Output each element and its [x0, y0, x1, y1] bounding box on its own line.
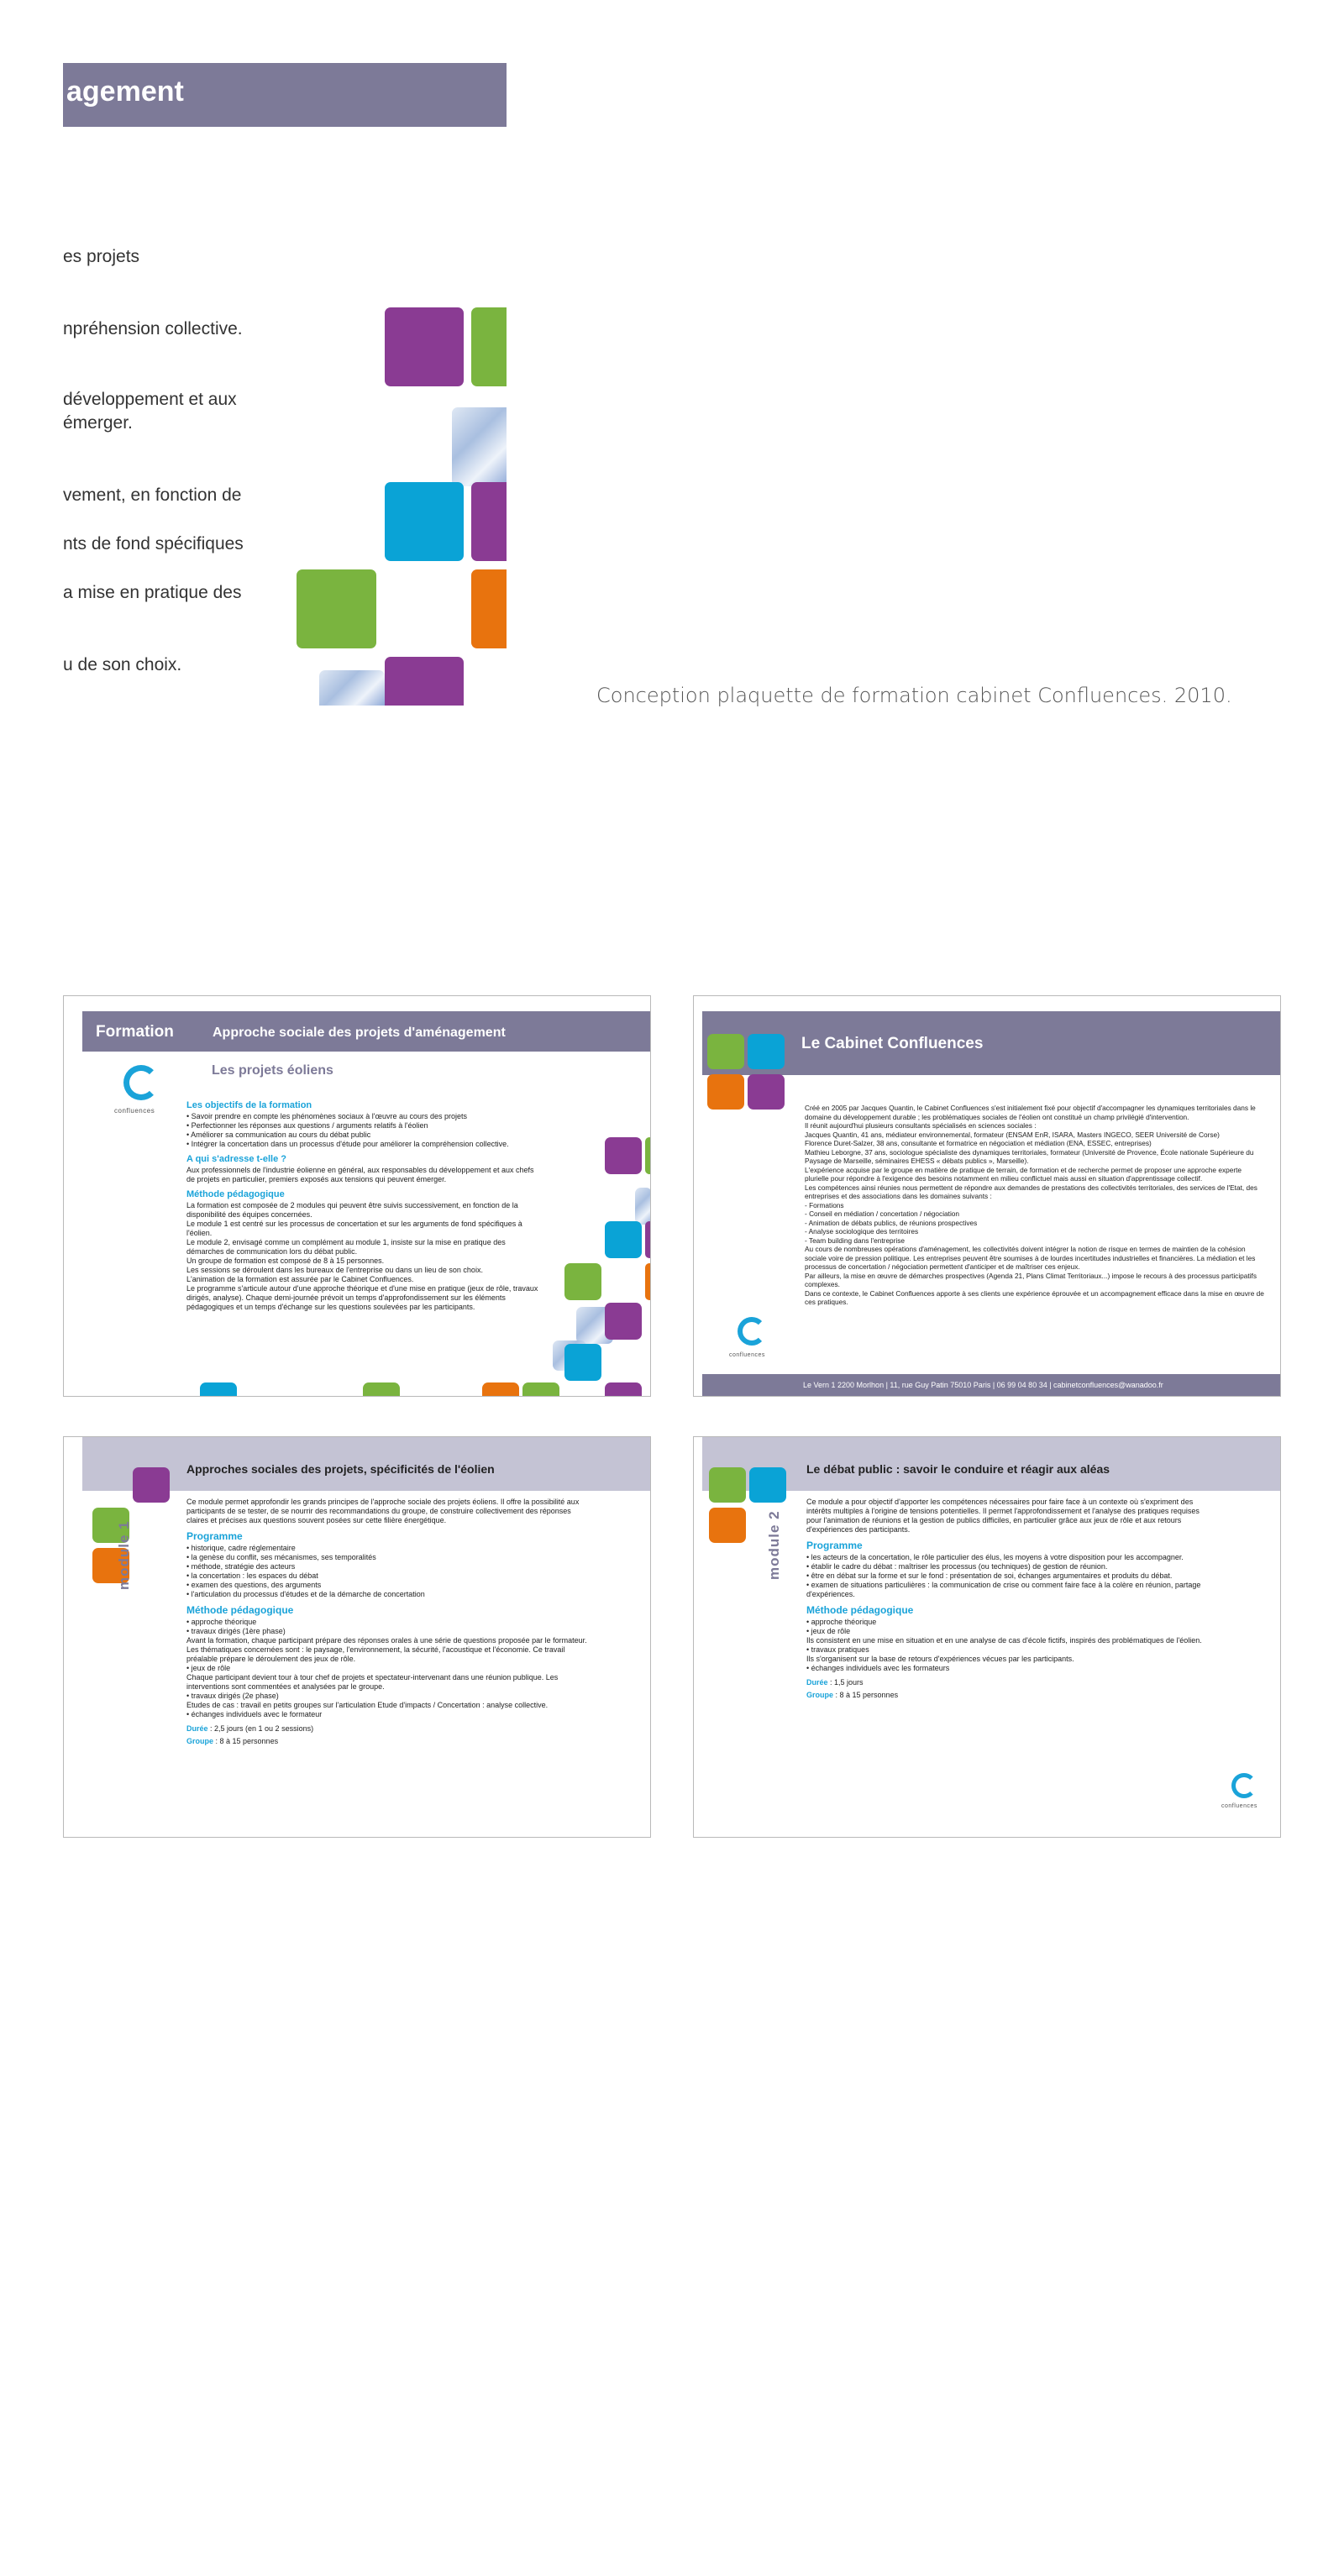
module1-title: Approches sociales des projets, spécificités de l'éolien — [186, 1462, 495, 1476]
logo-text: confluences — [114, 1107, 155, 1115]
module1-side-label: module 1 — [116, 1520, 132, 1590]
cabinet-footer — [702, 1374, 1281, 1397]
formation-label: Formation — [96, 1023, 174, 1041]
decor-square — [645, 1137, 651, 1174]
programme-heading: Programme — [806, 1540, 863, 1551]
methode-list: • approche théorique • jeux de rôle Ils consistent en une mise en situation et en une analyse de cas d'école fictifs, inspirés des problématiques de l'éolien. • travaux pratiques Ils s'organisent sur la base de retours d'expériences vécues par les participants. • échanges individuels avec les formateurs — [806, 1618, 1202, 1672]
decor-square — [363, 1382, 400, 1397]
formation-page — [63, 995, 651, 1397]
formation-logo — [114, 1065, 181, 1124]
section-body: • Savoir prendre en compte les phénomènes sociaux à l'œuvre au cours des projets • Perfectionner les réponses aux questions / arguments relatifs à l'éolien • Améliorer sa communication au cours du débat public • Intégrer la concertation dans un processus d'étude pour améliorer la compréhension collective. — [186, 1112, 509, 1148]
text-fragment-2: npréhension collective. — [63, 319, 243, 338]
module2-title: Le débat public : savoir le conduire et réagir aux aléas — [806, 1462, 1110, 1476]
programme-heading: Programme — [186, 1530, 243, 1542]
decor-square — [133, 1467, 170, 1503]
section-heading: A qui s'adresse t-elle ? — [186, 1154, 286, 1164]
programme-list: • historique, cadre réglementaire • la genèse du conflit, ses mécanismes, ses temporalités • méthode, stratégie des acteurs • la concertation : les espaces du débat • examen des questions, des arguments • l'articulation du processus d'études et de la démarche de concertation — [186, 1544, 425, 1598]
title-band — [63, 63, 507, 127]
decor-square — [645, 1221, 651, 1258]
module2-logo — [1221, 1773, 1272, 1823]
duree-value: : 2,5 jours (en 1 ou 2 sessions) — [207, 1724, 314, 1733]
decor-square — [748, 1034, 785, 1069]
module2-band — [702, 1437, 1281, 1491]
decor-square — [605, 1382, 642, 1397]
decor-square — [605, 1137, 642, 1174]
methode-heading: Méthode pédagogique — [806, 1604, 914, 1616]
section-body: Aux professionnels de l'industrie éolienne en général, aux responsables du développement et aux chefs de projets en particulier, premiers exposés aux tensions qui peuvent émerger. — [186, 1166, 534, 1183]
methode-list: • approche théorique • travaux dirigés (1ère phase) Avant la formation, chaque participant prépare des réponses orales à une série de questions proposée par le formateur. Les thématiques concernées sont : le paysage, l'environnement, la sécurité, l'acoustique et l'économie. Ce travail préalable prépare le déroulement des jeux de rôle. • jeux de rôle Chaque participant devient tour à tour chef de projets et spectateur-intervenant dans une réunion publique. Les interventions sont commentées et analysées par le groupe. • travaux dirigés (2e phase) Etudes de cas : travail en petits groupes sur l'articulation Etude d'impacts / Concertation : analyse collective. • échanges individuels avec le formateur — [186, 1618, 587, 1718]
text-fragment-5: nts de fond spécifiques — [63, 534, 244, 553]
text-fragment-1: es projets — [63, 247, 140, 266]
groupe-label: Groupe — [806, 1691, 834, 1699]
decor-square — [385, 657, 464, 706]
caption: Conception plaquette de formation cabinet Confluences. 2010. — [596, 684, 1232, 707]
module2-content — [806, 1498, 1208, 1700]
section-heading: Les objectifs de la formation — [186, 1100, 312, 1110]
decor-square — [749, 1467, 786, 1503]
cabinet-logo — [726, 1317, 785, 1367]
cabinet-page — [693, 995, 1281, 1397]
decor-square — [709, 1508, 746, 1543]
decor-square — [385, 307, 464, 386]
duree-label: Durée — [806, 1678, 828, 1687]
decor-square — [707, 1074, 744, 1110]
footer-contact: Le Vern 1 2200 Morlhon | 11, rue Guy Patin 75010 Paris | 06 99 04 80 34 | cabinetconfluences@wanadoo.fr — [803, 1381, 1163, 1389]
decor-square — [482, 1382, 519, 1397]
section-heading: Méthode pédagogique — [186, 1189, 285, 1199]
duree-line — [806, 1678, 1208, 1687]
cabinet-title: Le Cabinet Confluences — [801, 1035, 984, 1052]
text-fragment-4: vement, en fonction de — [63, 485, 242, 505]
decor-square — [707, 1034, 744, 1069]
formation-band — [82, 1011, 651, 1052]
duree-value: : 1,5 jours — [827, 1678, 864, 1687]
module2-intro: Ce module a pour objectif d'apporter les compétences nécessaires pour faire face à un contexte où s'expriment des intérêts multiples à l'origine de tensions potentielles. Il permet l'approfondissement et l'analyse des pratiques requises pour l'animation de réunions et la gestion de publics difficiles, en particulier grâce aux jeux de rôle et aux retours d'expériences des participants. — [806, 1498, 1200, 1534]
text-fragment-7: u de son choix. — [63, 655, 182, 674]
logo-text: confluences — [729, 1352, 765, 1358]
groupe-label: Groupe — [186, 1737, 214, 1745]
decor-square — [605, 1221, 642, 1258]
decor-square — [471, 482, 507, 561]
module2-page — [693, 1436, 1281, 1838]
decor-sky-square — [635, 1188, 651, 1225]
decor-square — [645, 1263, 651, 1300]
formation-subtitle: Les projets éoliens — [212, 1063, 333, 1078]
cabinet-body: Créé en 2005 par Jacques Quantin, le Cabinet Confluences s'est initialement fixé pour objectif d'accompagner les dynamiques territoriales dans le domaine du développement durable ; les problématiques sociales de l'éolien ont constitué un champ privilégié d'intervention. Il réunit aujourd'hui plusieurs consultants spécialisés en sciences sociales : Jacques Quantin, 41 ans, médiateur environnemental, formateur (ENSAM EnR, ISARA, Masters INGECO, SEER Université de Corse) Florence Duret-Salzer, 38 ans, consultante et formatrice en négociation et médiation (ENA, ESSEC, entreprises) Mathieu Leborgne, 37 ans, sociologue spécialiste des dynamiques territoriales, formateur (Université de Provence, École nationale Supérieure du Paysage de Marseille, séminaires EHESS « débats publics », Marseille). L'expérience acquise par le groupe en matière de pratique de terrain, de formation et de recherche permet de proposer une approche experte plurielle pour répondre à l'exigence des besoins notamment en milieu conflictuel mais aussi en situation d'apprentissage collectif. Les compétences ainsi réunies nous permettent de répondre aux demandes de prestations des collectivités territoriales, des services de l'Etat, des entreprises et des associations dans les domaines suivants : - Formations - Conseil en médiation / concertation / négociation - Animation de débats publics, de réunions prospectives - Analyse sociologique des territoires - Team building dans l'entreprise Au cours de nombreuses opérations d'aménagement, les collectivités doivent intégrer la notion de risque en termes de maintien de la cohésion sociale voire de pression politique. Les entreprises peuvent être soumises à de lourdes incertitudes industrielles et financières. La médiation et les processus de concertation / négociation permettent d'anticiper et de maîtriser ces enjeux. Par ailleurs, la mise en œuvre de démarches prospectives (Agenda 21, Plans Climat Territoriaux...) impose le recours à des processus participatifs complexes. Dans ce contexte, le Cabinet Confluences apporte à ses clients une expérience éprouvée et un accompagnement efficace dans la mise en œuvre de ces pratiques. — [805, 1104, 1264, 1306]
module1-intro: Ce module permet approfondir les grands principes de l'approche sociale des projets éoliens. Il offre la possibilité aux participants de se tester, de se nourrir des recommandations du groupe, de construire collectivement des réponses claires et précises aux questions souvent posées sur cette filière énergétique. — [186, 1498, 580, 1524]
decor-square — [471, 307, 507, 386]
decor-square — [385, 482, 464, 561]
text-fragment-3: développement et aux émerger. — [63, 390, 237, 433]
methode-heading: Méthode pédagogique — [186, 1604, 294, 1616]
decor-square — [200, 1382, 237, 1397]
groupe-line — [186, 1737, 588, 1746]
confluences-logo-icon — [1231, 1773, 1257, 1798]
title-fragment: agement — [66, 76, 184, 108]
groupe-line — [806, 1691, 1208, 1700]
duree-line — [186, 1724, 588, 1734]
decor-square — [748, 1074, 785, 1110]
groupe-value: : 8 à 15 personnes — [833, 1691, 899, 1699]
decor-square — [564, 1344, 601, 1381]
decor-square — [709, 1467, 746, 1503]
confluences-logo-icon — [123, 1065, 159, 1100]
logo-text: confluences — [1221, 1803, 1257, 1809]
module2-side-label: module 2 — [766, 1510, 782, 1580]
decor-square — [522, 1382, 559, 1397]
decor-sky-square — [319, 670, 385, 706]
decor-square — [605, 1303, 642, 1340]
module1-content — [186, 1498, 588, 1746]
decor-square — [471, 569, 507, 648]
groupe-value: : 8 à 15 personnes — [213, 1737, 279, 1745]
cabinet-band — [702, 1011, 1281, 1075]
formation-content — [186, 1095, 539, 1312]
formation-title: Approche sociale des projets d'aménagement — [213, 1026, 506, 1040]
module1-page — [63, 1436, 651, 1838]
text-fragment-6: a mise en pratique des — [63, 583, 242, 602]
programme-list: • les acteurs de la concertation, le rôle particulier des élus, les moyens à votre disposition pour les accompagner. • établir le cadre du débat : maîtriser les processus (ou techniques) de gestion de réunion. • être en débat sur la forme et sur le fond : présentation de soi, échanges argumentaires et produits du débat. • examen de situations particulières : la communication de crise ou comment faire face à la colère en réunion, partage d'expériences. — [806, 1553, 1201, 1598]
decor-sky-square — [452, 407, 507, 486]
section-body: La formation est composée de 2 modules qui peuvent être suivis successivement, en fonction de la disponibilité des équipes concernées. Le module 1 est centré sur les processus de concertation et sur les arguments de fond spécifiques à l'éolien. Le module 2, envisagé comme un complément au module 1, insiste sur la mise en pratique des démarches de communication lors du débat public. Un groupe de formation est composé de 8 à 15 personnes. Les sessions se déroulent dans les bureaux de l'entreprise ou dans un lieu de son choix. L'animation de la formation est assurée par le Cabinet Confluences. Le programme s'articule autour d'une approche théorique et d'une mise en pratique (jeux de rôle, travaux dirigés, analyse). Chaque demi-journée prévoit un temps d'approfondissement sur les éléments pédagogiques et un temps d'échange sur les questions soulevées par les participants. — [186, 1201, 538, 1311]
confluences-logo-icon — [738, 1317, 766, 1346]
decor-square — [297, 569, 376, 648]
decor-square — [564, 1263, 601, 1300]
duree-label: Durée — [186, 1724, 208, 1733]
